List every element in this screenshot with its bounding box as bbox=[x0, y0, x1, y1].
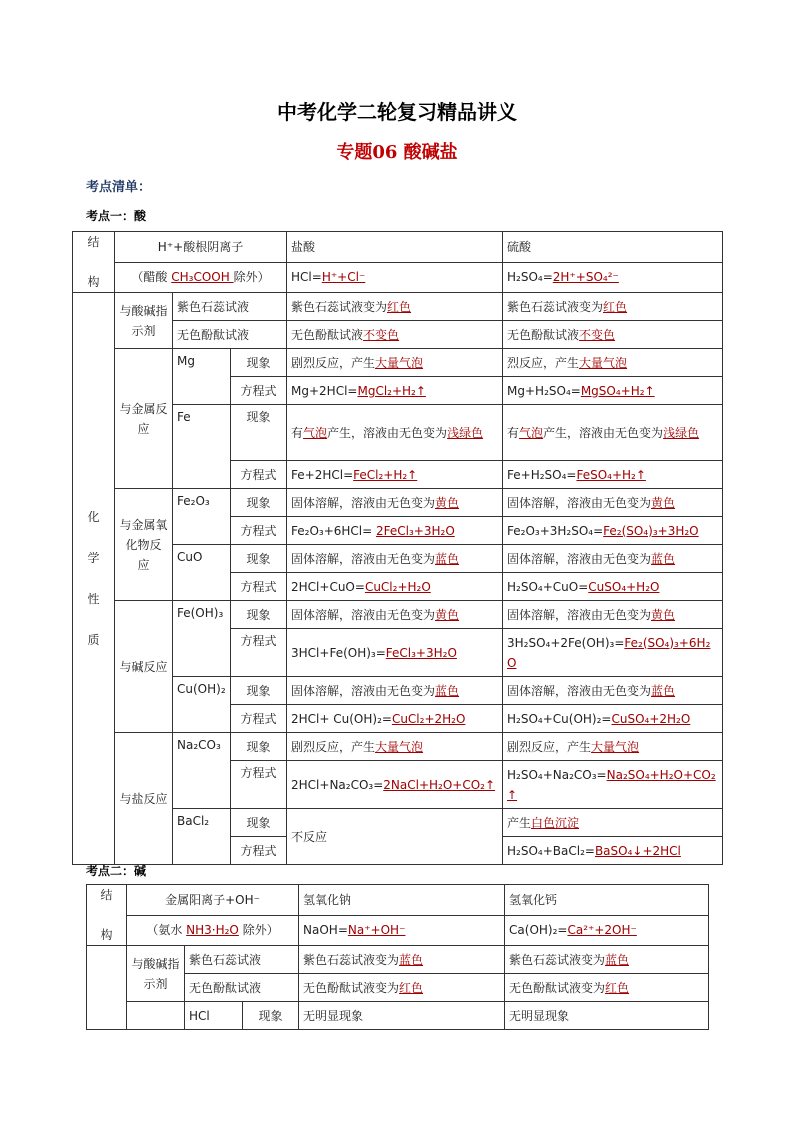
page-subtitle: 专题06 酸碱盐 bbox=[336, 142, 458, 163]
bacl2-hcl-result: 不反应 bbox=[287, 809, 503, 865]
cuoh2-hcl-equation: 2HCl+ Cu(OH)₂=CuCl₂+2H₂O bbox=[287, 705, 503, 733]
cuo-h2so4-equation: H₂SO₄+CuO=CuSO₄+H₂O bbox=[503, 573, 723, 601]
equation-label: 方程式 bbox=[231, 705, 287, 733]
base-indicator-group: 与酸碱指示剂 bbox=[127, 946, 185, 1002]
equation-label: 方程式 bbox=[231, 629, 287, 677]
na2co3-h2so4-phenomenon: 剧烈反应，产生大量气泡 bbox=[503, 733, 723, 761]
feoh3-h2so4-phenomenon: 固体溶解，溶液由无色变为黄色 bbox=[503, 601, 723, 629]
section-acid: 考点一：酸 bbox=[86, 209, 147, 223]
phenomenon-label: 现象 bbox=[231, 405, 287, 461]
cuoh2-hcl-phenomenon: 固体溶解，溶液由无色变为蓝色 bbox=[287, 677, 503, 705]
oxide-group: 与金属氧化物反 应 bbox=[115, 489, 173, 601]
section-base: 考点二：碱 bbox=[86, 864, 147, 878]
mg-h2so4-phenomenon: 烈反应，产生大量气泡 bbox=[503, 349, 723, 377]
feoh3-label: Fe(OH)₃ bbox=[173, 601, 231, 677]
acid-definition: H⁺+酸根阴离子 bbox=[115, 232, 287, 263]
base-definition: 金属阳离子+OH⁻ bbox=[127, 885, 299, 916]
indicator-group: 与酸碱指示剂 bbox=[115, 293, 173, 349]
fe2o3-h2so4-equation: Fe₂O₃+3H₂SO₄=Fe₂(SO₄)₃+3H₂O bbox=[503, 517, 723, 545]
base-litmus-label: 紫色石蕊试液 bbox=[185, 946, 299, 974]
phenol-hcl: 无色酚酞试液不变色 bbox=[287, 321, 503, 349]
equation-label: 方程式 bbox=[231, 517, 287, 545]
structure-label: 结 构 bbox=[73, 232, 115, 293]
metal-group: 与金属反应 bbox=[115, 349, 173, 489]
litmus-h2so4: 紫色石蕊试液变为红色 bbox=[503, 293, 723, 321]
phenol-label: 无色酚酞试液 bbox=[173, 321, 287, 349]
fe-hcl-equation: Fe+2HCl=FeCl₂+H₂↑ bbox=[287, 461, 503, 489]
mg-label: Mg bbox=[173, 349, 231, 405]
equation-label: 方程式 bbox=[231, 837, 287, 865]
caoh2-name: 氢氧化钙 bbox=[505, 885, 709, 916]
base-structure-label: 结 构 bbox=[87, 885, 127, 946]
cuo-hcl-phenomenon: 固体溶解，溶液由无色变为蓝色 bbox=[287, 545, 503, 573]
hcl-name: 盐酸 bbox=[287, 232, 503, 263]
feoh3-hcl-phenomenon: 固体溶解，溶液由无色变为黄色 bbox=[287, 601, 503, 629]
base-table bbox=[86, 884, 709, 1030]
bacl2-h2so4-phenomenon: 产生白色沉淀 bbox=[503, 809, 723, 837]
bacl2-h2so4-equation: H₂SO₄+BaCl₂=BaSO₄↓+2HCl bbox=[503, 837, 723, 865]
section-checklist: 考点清单： bbox=[86, 180, 152, 195]
base-litmus-naoh: 紫色石蕊试液变为蓝色 bbox=[299, 946, 505, 974]
base-chem-label bbox=[87, 946, 127, 1030]
fe2o3-hcl-equation: Fe₂O₃+6HCl= 2FeCl₃+3H₂O bbox=[287, 517, 503, 545]
litmus-hcl: 紫色石蕊试液变为红色 bbox=[287, 293, 503, 321]
acid-exception: （醋酸 CH₃COOH 除外） bbox=[115, 262, 287, 293]
base-hcl-label: HCl bbox=[185, 1002, 243, 1030]
phenomenon-label: 现象 bbox=[231, 677, 287, 705]
naoh-ionization: NaOH=Na⁺+OH⁻ bbox=[299, 915, 505, 946]
phenomenon-label: 现象 bbox=[231, 545, 287, 573]
fe2o3-h2so4-phenomenon: 固体溶解，溶液由无色变为黄色 bbox=[503, 489, 723, 517]
phenomenon-label: 现象 bbox=[231, 809, 287, 837]
hcl-ionization: HCl=H⁺+Cl⁻ bbox=[287, 262, 503, 293]
base-hcl-naoh: 无明显现象 bbox=[299, 1002, 505, 1030]
base-hcl-caoh2: 无明显现象 bbox=[505, 1002, 709, 1030]
na2co3-label: Na₂CO₃ bbox=[173, 733, 231, 809]
fe-label: Fe bbox=[173, 405, 231, 489]
salt-group: 与盐反应 bbox=[115, 733, 173, 865]
feoh3-hcl-equation: 3HCl+Fe(OH)₃=FeCl₃+3H₂O bbox=[287, 629, 503, 677]
cuo-label: CuO bbox=[173, 545, 231, 601]
phenol-h2so4: 无色酚酞试液不变色 bbox=[503, 321, 723, 349]
h2so4-name: 硫酸 bbox=[503, 232, 723, 263]
equation-label: 方程式 bbox=[231, 761, 287, 809]
equation-label: 方程式 bbox=[231, 377, 287, 405]
mg-hcl-phenomenon: 剧烈反应，产生大量气泡 bbox=[287, 349, 503, 377]
base-phenomenon-label: 现象 bbox=[243, 1002, 299, 1030]
cuo-hcl-equation: 2HCl+CuO=CuCl₂+H₂O bbox=[287, 573, 503, 601]
fe-hcl-phenomenon: 有气泡产生，溶液由无色变为浅绿色 bbox=[287, 405, 503, 461]
base-hcl-empty bbox=[127, 1002, 185, 1030]
h2so4-ionization: H₂SO₄=2H⁺+SO₄²⁻ bbox=[503, 262, 723, 293]
fe2o3-label: Fe₂O₃ bbox=[173, 489, 231, 545]
page-title: 中考化学二轮复习精品讲义 bbox=[277, 100, 517, 124]
cuoh2-h2so4-phenomenon: 固体溶解，溶液由无色变为蓝色 bbox=[503, 677, 723, 705]
base-litmus-caoh2: 紫色石蕊试液变为蓝色 bbox=[505, 946, 709, 974]
cuo-h2so4-phenomenon: 固体溶解，溶液由无色变为蓝色 bbox=[503, 545, 723, 573]
base-phenol-label: 无色酚酞试液 bbox=[185, 974, 299, 1002]
cuoh2-label: Cu(OH)₂ bbox=[173, 677, 231, 733]
na2co3-hcl-phenomenon: 剧烈反应，产生大量气泡 bbox=[287, 733, 503, 761]
cuoh2-h2so4-equation: H₂SO₄+Cu(OH)₂=CuSO₄+2H₂O bbox=[503, 705, 723, 733]
chem-properties-label: 化 学 性 质 bbox=[73, 293, 115, 865]
na2co3-hcl-equation: 2HCl+Na₂CO₃=2NaCl+H₂O+CO₂↑ bbox=[287, 761, 503, 809]
feoh3-h2so4-equation: 3H₂SO₄+2Fe(OH)₃=Fe₂(SO₄)₃+6H₂O bbox=[503, 629, 723, 677]
phenomenon-label: 现象 bbox=[231, 601, 287, 629]
equation-label: 方程式 bbox=[231, 573, 287, 601]
caoh2-ionization: Ca(OH)₂=Ca²⁺+2OH⁻ bbox=[505, 915, 709, 946]
fe-h2so4-equation: Fe+H₂SO₄=FeSO₄+H₂↑ bbox=[503, 461, 723, 489]
fe-h2so4-phenomenon: 有气泡产生，溶液由无色变为浅绿色 bbox=[503, 405, 723, 461]
phenomenon-label: 现象 bbox=[231, 733, 287, 761]
bacl2-label: BaCl₂ bbox=[173, 809, 231, 865]
mg-hcl-equation: Mg+2HCl=MgCl₂+H₂↑ bbox=[287, 377, 503, 405]
base-phenol-caoh2: 无色酚酞试液变为红色 bbox=[505, 974, 709, 1002]
equation-label: 方程式 bbox=[231, 461, 287, 489]
acid-table bbox=[72, 231, 723, 865]
phenomenon-label: 现象 bbox=[231, 489, 287, 517]
phenomenon-label: 现象 bbox=[231, 349, 287, 377]
base-exception: （氨水 NH3·H₂O 除外） bbox=[127, 915, 299, 946]
alkali-group: 与碱反应 bbox=[115, 601, 173, 733]
fe2o3-hcl-phenomenon: 固体溶解，溶液由无色变为黄色 bbox=[287, 489, 503, 517]
naoh-name: 氢氧化钠 bbox=[299, 885, 505, 916]
litmus-label: 紫色石蕊试液 bbox=[173, 293, 287, 321]
na2co3-h2so4-equation: H₂SO₄+Na₂CO₃=Na₂SO₄+H₂O+CO₂↑ bbox=[503, 761, 723, 809]
mg-h2so4-equation: Mg+H₂SO₄=MgSO₄+H₂↑ bbox=[503, 377, 723, 405]
base-phenol-naoh: 无色酚酞试液变为红色 bbox=[299, 974, 505, 1002]
